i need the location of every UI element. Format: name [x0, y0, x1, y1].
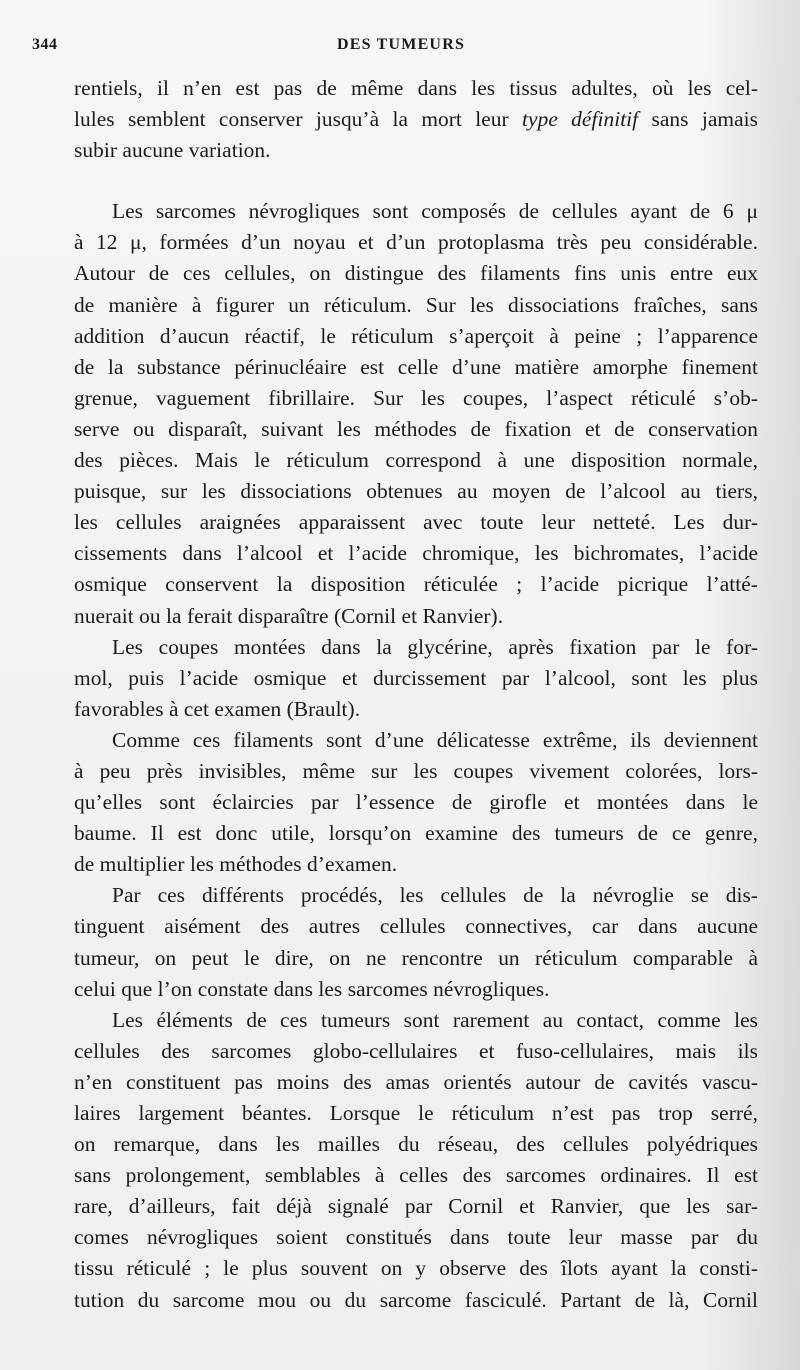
- italic-term: type définitif: [522, 107, 639, 132]
- paragraph: [36, 196, 758, 631]
- text-line: celui que l’on constate dans les sarcomes névrogliques.: [74, 976, 550, 1001]
- text-line: rare, d’ailleurs, fait déjà signalé par Cornil et Ranvier, que les sar-: [74, 1194, 758, 1219]
- text-line: de la substance périnucléaire est celle d’une matière amorphe finement: [74, 354, 758, 379]
- text-line: lules semblent conserver jusqu’à la mort leur type définitif sans jamais: [74, 107, 758, 132]
- text-line: osmique conservent la disposition réticulée ; l’acide picrique l’atté-: [74, 572, 758, 597]
- text-line: cellules des sarcomes globo-cellulaires et fuso-cellulaires, mais ils: [74, 1038, 758, 1063]
- paragraph: [36, 880, 758, 1004]
- text-line: les cellules araignées apparaissent avec toute leur netteté. Les dur-: [74, 510, 758, 535]
- text-line: tution du sarcome mou ou du sarcome fasciculé. Partant de là, Cornil: [74, 1287, 758, 1312]
- text-line: grenue, vaguement fibrillaire. Sur les coupes, l’aspect réticulé s’ob-: [74, 385, 758, 410]
- text-line: on remarque, dans les mailles du réseau, des cellules polyédriques: [74, 1132, 758, 1157]
- text-line: comes névrogliques soient constitués dans toute leur masse par du: [74, 1225, 758, 1250]
- paragraph: [36, 725, 758, 880]
- text-line: rentiels, il n’en est pas de même dans les tissus adultes, où les cel-: [74, 76, 758, 100]
- paragraph: [36, 73, 758, 166]
- text-line: sans prolongement, semblables à celles des sarcomes ordinaires. Il est: [74, 1163, 758, 1188]
- text-line: nuerait ou la ferait disparaître (Cornil et Ranvier).: [74, 603, 504, 628]
- text-line: tissu réticulé ; le plus souvent on y observe des îlots ayant la consti-: [74, 1256, 758, 1281]
- page-number: 344: [32, 36, 58, 53]
- text-line: serve ou disparaît, suivant les méthodes de fixation et de conservation: [74, 416, 758, 441]
- text-line: à peu près invisibles, même sur les coupes vivement colorées, lors-: [74, 758, 758, 783]
- text-line: Les coupes montées dans la glycérine, après fixation par le for-: [112, 634, 758, 659]
- text-line: cissements dans l’alcool et l’acide chromique, les bichromates, l’acide: [74, 541, 758, 566]
- text-line: de multiplier les méthodes d’examen.: [74, 852, 398, 877]
- text-line: Les éléments de ces tumeurs sont rarement au contact, comme les: [112, 1007, 758, 1032]
- running-title: DES TUMEURS: [337, 36, 466, 53]
- text-line: qu’elles sont éclaircies par l’essence de girofle et montées dans le: [74, 790, 758, 815]
- text-line: n’en constituent pas moins des amas orientés autour de cavités vascu-: [74, 1069, 758, 1094]
- text-line: subir aucune variation.: [74, 138, 271, 163]
- paragraph: [36, 1005, 758, 1316]
- page-header: [32, 36, 760, 58]
- text-line: Autour de ces cellules, on distingue des filaments fins unis entre eux: [74, 261, 758, 286]
- paragraph: [36, 632, 758, 725]
- text-line: Comme ces filaments sont d’une délicatesse extrême, ils deviennent: [112, 727, 758, 752]
- text-line: tinguent aisément des autres cellules connectives, car dans aucune: [74, 914, 758, 939]
- text-line: tumeur, on peut le dire, on ne rencontre un réticulum comparable à: [74, 945, 758, 970]
- text-line: favorables à cet examen (Brault).: [74, 696, 361, 721]
- text-line: addition d’aucun réactif, le réticulum s’aperçoit à peine ; l’apparence: [74, 323, 758, 348]
- text-line: à 12 μ, formées d’un noyau et d’un protoplasma très peu considérable.: [74, 230, 758, 255]
- text-line: laires largement béantes. Lorsque le réticulum n’est pas trop serré,: [74, 1101, 758, 1125]
- text-line: Par ces différents procédés, les cellules de la névroglie se dis-: [112, 883, 758, 908]
- body-text: [36, 73, 758, 1316]
- text-line: Les sarcomes névrogliques sont composés de cellules ayant de 6 μ: [112, 199, 758, 224]
- text-line: des pièces. Mais le réticulum correspond à une disposition normale,: [74, 448, 758, 473]
- text-line: puisque, sur les dissociations obtenues au moyen de l’alcool au tiers,: [74, 479, 758, 504]
- text-line: mol, puis l’acide osmique et durcissement par l’alcool, sont les plus: [74, 665, 758, 690]
- text-line: de manière à figurer un réticulum. Sur les dissociations fraîches, sans: [74, 292, 758, 317]
- text-line: baume. Il est donc utile, lorsqu’on examine des tumeurs de ce genre,: [74, 821, 758, 846]
